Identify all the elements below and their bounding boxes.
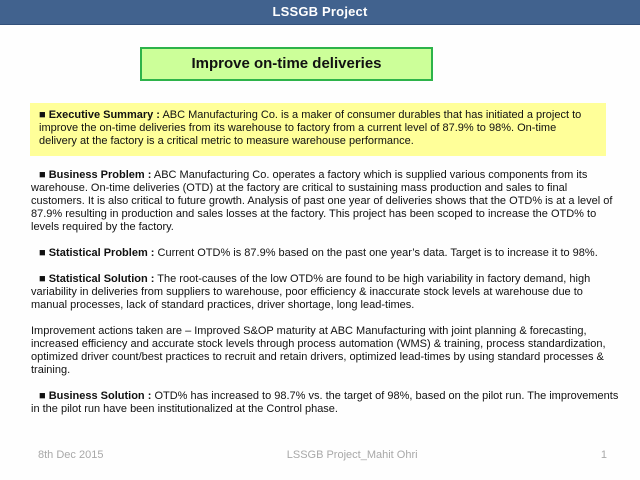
improvement-actions-paragraph [31, 325, 619, 377]
improvement-actions-text: Improvement actions taken are – Improved S&OP maturity at ABC Manufacturing with joint planning & forecasting, increased efficiency and accurate stock levels through process automation (WMS) & training, process standardization, optimized driver count/best practices to recruit and retain drivers, optimized lead-times by using standard processes & training. [31, 325, 606, 376]
page-title: LSSGB Project [272, 4, 368, 19]
executive-summary-paragraph [30, 103, 606, 156]
business-problem-text: ABC Manufacturing Co. operates a factory which is supplied various components from its warehouse. On-time deliveries (OTD) at the factory are critical to sustaining mass production and sales to final customers. It is also critical to future growth. Analysis of past one year of deliveries shows that the OTD% is at a level of 87.9% resulting in production and sales losses at the factory. This project has been scoped to increase the OTD% to levels required by the factory. [31, 169, 613, 233]
business-solution-paragraph [31, 390, 619, 416]
statistical-solution-paragraph [31, 273, 619, 312]
slide-footer [0, 449, 640, 461]
slide-body [0, 96, 640, 416]
statistical-solution-text: The root-causes of the low OTD% are found to be high variability in factory demand, high variability in deliveries from suppliers to warehouse, poor efficiency & inaccurate stock levels at warehouse due to manual processes, lack of standard practices, driver shortage, long lead-times. [31, 273, 591, 311]
business-solution-label: ■ Business Solution : [39, 390, 152, 402]
statistical-problem-label: ■ Statistical Problem : [39, 247, 155, 259]
slide-header [0, 0, 640, 25]
executive-summary-text: ABC Manufacturing Co. is a maker of consumer durables that has initiated a project to improve the on-time deliveries from its warehouse to factory from a current level of 87.9% to 98%. On-time delivery at the factory is a critical metric to measure warehouse performance. [39, 109, 582, 147]
title-box-label: Improve on-time deliveries [191, 55, 382, 72]
statistical-solution-label: ■ Statistical Solution : [39, 273, 155, 285]
title-box [140, 47, 433, 81]
footer-page-number: 1 [600, 449, 607, 461]
business-problem-label: ■ Business Problem : [39, 169, 152, 181]
footer-deck-title: LSSGB Project_Mahit Ohri [286, 449, 418, 461]
footer-date: 8th Dec 2015 [38, 449, 104, 461]
business-problem-paragraph [31, 169, 619, 234]
executive-summary-label: ■ Executive Summary : [39, 109, 160, 121]
statistical-problem-paragraph [31, 247, 619, 260]
statistical-problem-text: Current OTD% is 87.9% based on the past one year’s data. Target is to increase it to 98%. [157, 247, 598, 259]
business-solution-text: OTD% has increased to 98.7% vs. the target of 98%, based on the pilot run. The improvements in the pilot run have been institutionalized at the Control phase. [31, 390, 619, 415]
